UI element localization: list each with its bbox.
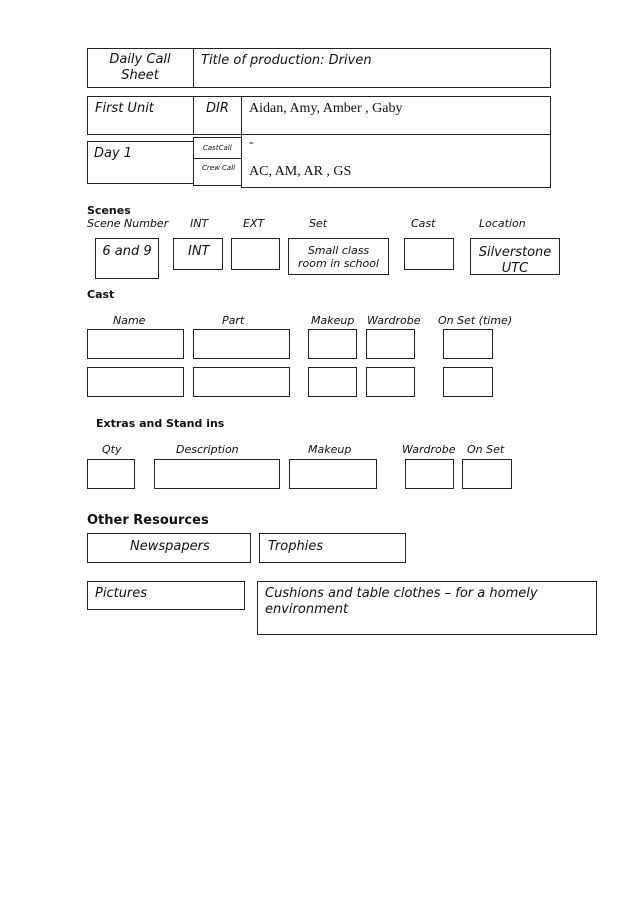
resource-cushions: Cushions and table clothes – for a homely environment — [265, 586, 538, 617]
cast-name-field-2[interactable] — [87, 367, 184, 397]
cast-call-value: - — [249, 135, 254, 150]
extras-qty-field[interactable] — [87, 459, 135, 489]
cast-on-set-field-2[interactable] — [443, 367, 493, 397]
crew-call-label: Crew Call — [202, 164, 236, 172]
extras-on-set-field[interactable] — [462, 459, 512, 489]
cast-part-field-1[interactable] — [193, 329, 290, 359]
extras-col-wardrobe: Wardrobe — [402, 443, 456, 456]
extras-col-makeup: Makeup — [308, 443, 352, 456]
scenes-section-title: Scenes — [87, 204, 131, 217]
daily-call-sheet-label: Daily Call Sheet — [109, 52, 171, 83]
extras-section-title: Extras and Stand ins — [96, 417, 225, 430]
cast-section-title: Cast — [87, 288, 115, 301]
scenes-col-scene-number: Scene Number — [87, 217, 169, 230]
set-value: Small class room in school — [298, 244, 379, 270]
cast-name-field-1[interactable] — [87, 329, 184, 359]
extras-description-field[interactable] — [154, 459, 280, 489]
cast-part-field-2[interactable] — [193, 367, 290, 397]
scenes-col-ext: EXT — [243, 217, 265, 230]
cast-col-wardrobe: Wardrobe — [367, 314, 421, 327]
location-field[interactable] — [470, 238, 560, 275]
int-value: INT — [188, 244, 210, 259]
ext-field[interactable] — [231, 238, 280, 270]
cast-col-part: Part — [222, 314, 245, 327]
unit-label: First Unit — [95, 101, 154, 116]
crew-call-label-cell — [193, 158, 242, 186]
scene-number-value: 6 and 9 — [102, 244, 152, 259]
cast-on-set-field-1[interactable] — [443, 329, 493, 359]
resource-newspapers: Newspapers — [130, 539, 210, 554]
dir-label: DIR — [206, 101, 229, 116]
location-value: Silverstone UTC — [478, 245, 552, 275]
extras-col-description: Description — [176, 443, 239, 456]
extras-makeup-field[interactable] — [289, 459, 377, 489]
extras-wardrobe-field[interactable] — [405, 459, 454, 489]
day-label: Day 1 — [94, 146, 133, 161]
scenes-col-set: Set — [309, 217, 328, 230]
cast-makeup-field-1[interactable] — [308, 329, 357, 359]
extras-col-on-set: On Set — [467, 443, 505, 456]
cast-makeup-field-2[interactable] — [308, 367, 357, 397]
dir-value: Aidan, Amy, Amber , Gaby — [249, 101, 403, 116]
resource-trophies: Trophies — [268, 539, 324, 554]
scenes-col-int: INT — [190, 217, 209, 230]
cast-col-makeup: Makeup — [311, 314, 355, 327]
extras-col-qty: Qty — [102, 443, 122, 456]
scenes-col-cast: Cast — [411, 217, 436, 230]
crew-call-value: AC, AM, AR , GS — [249, 164, 352, 179]
scenes-col-location: Location — [479, 217, 526, 230]
cast-wardrobe-field-2[interactable] — [366, 367, 415, 397]
cast-field[interactable] — [404, 238, 454, 270]
cast-wardrobe-field-1[interactable] — [366, 329, 415, 359]
production-title: Title of production: Driven — [201, 53, 372, 68]
cast-call-label: CastCall — [203, 144, 232, 152]
cast-col-on-set: On Set (time) — [438, 314, 513, 327]
resource-pictures: Pictures — [95, 586, 148, 601]
other-resources-title: Other Resources — [87, 513, 209, 528]
cast-col-name: Name — [113, 314, 146, 327]
